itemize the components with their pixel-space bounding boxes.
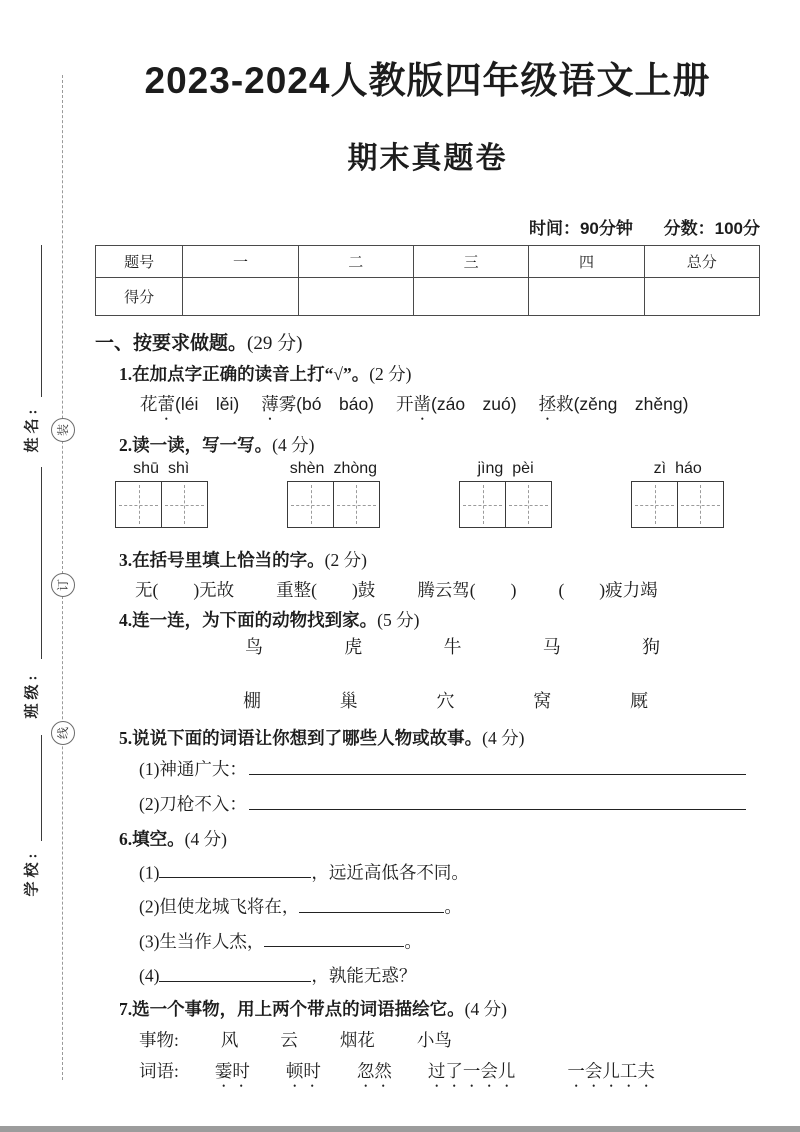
pinyin-pair bbox=[133, 460, 189, 478]
question-7-words-row bbox=[139, 1059, 760, 1101]
name-label: 姓名: bbox=[24, 405, 41, 453]
question-2-heading bbox=[119, 433, 760, 457]
writing-grid-pair bbox=[115, 481, 208, 528]
matching-homes-row bbox=[95, 689, 760, 713]
home-item: 棚 bbox=[243, 691, 261, 711]
writing-grid-box bbox=[161, 481, 208, 528]
pinyin-syllable: shèn bbox=[289, 460, 325, 477]
score-table-cell: 二 bbox=[298, 246, 413, 278]
pinyin-syllable: háo bbox=[675, 460, 702, 477]
binding-char-xian bbox=[51, 721, 75, 745]
writing-grid-box bbox=[631, 481, 678, 528]
writing-grid-box bbox=[677, 481, 724, 528]
writing-grid-pair bbox=[459, 481, 552, 528]
time-limit: 时间：90分钟 bbox=[528, 219, 633, 238]
animal-item: 鸟 bbox=[245, 637, 263, 657]
binding-char-ding bbox=[51, 573, 75, 597]
binding-char-zhuang-text: 装 bbox=[55, 423, 70, 437]
pinyin-syllable: shū bbox=[133, 460, 159, 477]
question-7-things-row bbox=[139, 1028, 760, 1052]
question-4-heading bbox=[119, 608, 760, 632]
pinyin-writing-group bbox=[115, 460, 208, 528]
word-part: (léi lěi) bbox=[175, 394, 240, 414]
question-1-heading bbox=[119, 362, 760, 386]
score-cell-empty bbox=[298, 278, 413, 316]
dotted-char: 拯 bbox=[538, 394, 557, 414]
word-part: 雾(bó báo) bbox=[278, 394, 375, 414]
verse-part: ，远近高低各不同。 bbox=[311, 862, 469, 883]
class-label: 班级: bbox=[24, 671, 41, 719]
score-table-cell: 题号 bbox=[96, 246, 183, 278]
exam-meta bbox=[95, 218, 760, 240]
fill-idiom-item: 重整( )鼓 bbox=[276, 580, 376, 600]
pinyin-writing-group bbox=[459, 460, 552, 528]
paper-subtitle: 期末真题卷 bbox=[347, 142, 508, 175]
binding-char-ding-text: 订 bbox=[55, 578, 70, 592]
dotted-word-item: 过了一会儿 bbox=[427, 1060, 516, 1081]
section-1-points: (29 分) bbox=[247, 333, 303, 354]
pinyin-pair bbox=[290, 460, 377, 478]
question-6-item bbox=[139, 893, 760, 919]
score-table-cell: 得分 bbox=[96, 278, 183, 316]
question-3-items bbox=[135, 578, 760, 602]
pronunciation-item bbox=[140, 392, 239, 424]
question-2-title: 2.读一读，写一写。 bbox=[119, 435, 273, 455]
score-table-header-row bbox=[96, 246, 760, 278]
idiom-prompt: (1)神通广大： bbox=[139, 759, 247, 779]
question-1-items bbox=[140, 392, 760, 430]
score-cell-empty bbox=[183, 278, 298, 316]
word-part: 花 bbox=[140, 394, 158, 414]
word-part: (záo zuó) bbox=[431, 394, 517, 414]
item-number: (3) bbox=[139, 931, 160, 952]
verse-part: 。 bbox=[404, 931, 422, 952]
question-5-item bbox=[139, 756, 760, 782]
animal-item: 牛 bbox=[443, 637, 462, 657]
item-number: (4) bbox=[139, 965, 160, 986]
total-score: 分数：100分 bbox=[663, 219, 760, 238]
animal-item: 虎 bbox=[344, 637, 363, 657]
answer-blank bbox=[264, 928, 404, 947]
pinyin-syllable: pèi bbox=[512, 460, 534, 477]
score-table-score-row bbox=[96, 278, 760, 316]
question-6-item bbox=[139, 962, 760, 988]
thing-item: 风 bbox=[220, 1029, 239, 1050]
answer-line bbox=[249, 792, 746, 811]
question-2-points: (4 分) bbox=[272, 435, 315, 455]
verse-part: 但使龙城飞将在， bbox=[159, 896, 300, 917]
binding-char-zhuang bbox=[51, 418, 75, 442]
question-4-title: 4.连一连，为下面的动物找到家。 bbox=[119, 610, 378, 630]
question-5-points: (4 分) bbox=[482, 728, 525, 748]
writing-grid-pair bbox=[631, 481, 724, 528]
question-7-points: (4 分) bbox=[464, 998, 507, 1019]
binding-char-xian-text: 线 bbox=[55, 726, 70, 740]
item-number: (2) bbox=[139, 896, 160, 917]
pinyin-writing-group bbox=[631, 460, 724, 528]
question-3-title: 3.在括号里填上恰当的字。 bbox=[119, 550, 325, 570]
pinyin-writing-group bbox=[287, 460, 380, 528]
dotted-word-item: 霎时 bbox=[214, 1060, 250, 1081]
home-item: 窝 bbox=[533, 691, 552, 711]
pinyin-syllable: jìng bbox=[477, 460, 504, 477]
thing-item: 小鸟 bbox=[416, 1029, 452, 1050]
verse-part: ，孰能无惑？ bbox=[311, 965, 417, 986]
score-cell-empty bbox=[644, 278, 759, 316]
things-label: 事物: bbox=[139, 1029, 179, 1050]
question-5-heading bbox=[119, 726, 760, 750]
fill-idiom-item: 无( )无故 bbox=[135, 580, 235, 600]
dotted-word-item: 顿时 bbox=[285, 1060, 321, 1081]
paper-content bbox=[95, 0, 760, 1101]
answer-blank bbox=[299, 893, 444, 912]
matching-animals-row bbox=[95, 635, 760, 659]
pinyin-pair bbox=[654, 460, 702, 478]
score-table-cell: 四 bbox=[529, 246, 644, 278]
question-7-title: 7.选一个事物，用上两个带点的词语描绘它。 bbox=[119, 998, 465, 1019]
school-write-line bbox=[41, 735, 42, 841]
verse-part: 。 bbox=[444, 896, 462, 917]
writing-grid-box bbox=[333, 481, 380, 528]
dotted-word-item: 忽然 bbox=[356, 1060, 392, 1081]
question-7-heading bbox=[119, 997, 760, 1021]
score-table-cell: 总分 bbox=[644, 246, 759, 278]
writing-grid-box bbox=[505, 481, 552, 528]
writing-grid-box bbox=[287, 481, 334, 528]
question-6-points: (4 分) bbox=[184, 829, 227, 849]
animal-item: 狗 bbox=[642, 637, 660, 657]
fill-idiom-item: ( )疲力竭 bbox=[558, 580, 658, 600]
name-write-line bbox=[41, 245, 42, 397]
pinyin-syllable: zì bbox=[653, 460, 667, 477]
verse-part: 生当作人杰， bbox=[159, 931, 265, 952]
writing-grid-box bbox=[459, 481, 506, 528]
thing-item: 云 bbox=[280, 1029, 298, 1050]
section-1-heading bbox=[95, 331, 760, 356]
word-part: 救(zěng zhěng) bbox=[556, 394, 689, 414]
paper-title: 2023-2024人教版四年级语文上册 bbox=[144, 60, 711, 101]
pronunciation-item bbox=[261, 392, 374, 424]
answer-blank bbox=[159, 962, 311, 981]
dotted-char: 薄 bbox=[261, 394, 279, 414]
writing-grid-pair bbox=[287, 481, 380, 528]
home-item: 厩 bbox=[630, 691, 648, 711]
idiom-prompt: (2)刀枪不入： bbox=[139, 794, 247, 814]
score-table-cell: 一 bbox=[183, 246, 298, 278]
item-number: (1) bbox=[139, 862, 160, 883]
thing-item: 烟花 bbox=[339, 1029, 375, 1050]
dotted-word-item: 一会儿工夫 bbox=[567, 1060, 655, 1081]
question-2-writing-groups bbox=[95, 460, 760, 528]
home-item: 穴 bbox=[436, 691, 455, 711]
class-write-line bbox=[41, 467, 42, 659]
question-6-title: 6.填空。 bbox=[119, 829, 185, 849]
school-label: 学校: bbox=[24, 849, 41, 897]
home-item: 巢 bbox=[339, 691, 358, 711]
question-5-title: 5.说说下面的词语让你想到了哪些人物或故事。 bbox=[119, 728, 483, 748]
pronunciation-item bbox=[539, 392, 689, 424]
question-6-item bbox=[139, 859, 760, 885]
page-bottom-edge bbox=[0, 1126, 800, 1132]
dotted-char: 蕾 bbox=[157, 394, 175, 414]
score-cell-empty bbox=[529, 278, 644, 316]
question-5-item bbox=[139, 791, 760, 817]
word-part: 开 bbox=[396, 394, 414, 414]
question-1-title: 1.在加点字正确的读音上打“√”。 bbox=[119, 364, 370, 384]
words-label: 词语: bbox=[139, 1060, 179, 1081]
question-6-item bbox=[139, 928, 760, 954]
answer-blank bbox=[159, 859, 311, 878]
score-cell-empty bbox=[413, 278, 528, 316]
answer-line bbox=[249, 757, 746, 776]
question-4-points: (5 分) bbox=[377, 610, 420, 630]
writing-grid-box bbox=[115, 481, 162, 528]
dotted-char: 凿 bbox=[413, 394, 432, 414]
question-3-points: (2 分) bbox=[324, 550, 367, 570]
score-table-cell: 三 bbox=[413, 246, 528, 278]
section-1-title: 一、按要求做题。 bbox=[95, 333, 248, 354]
question-6-heading bbox=[119, 827, 760, 851]
animal-item: 马 bbox=[542, 637, 561, 657]
question-3-heading bbox=[119, 548, 760, 572]
pronunciation-item bbox=[396, 392, 517, 424]
question-1-points: (2 分) bbox=[369, 364, 412, 384]
pinyin-pair bbox=[477, 460, 533, 478]
pinyin-syllable: zhòng bbox=[333, 460, 378, 477]
score-table bbox=[95, 245, 760, 316]
fill-idiom-item: 腾云驾( ) bbox=[417, 580, 517, 600]
pinyin-syllable: shì bbox=[167, 460, 190, 477]
